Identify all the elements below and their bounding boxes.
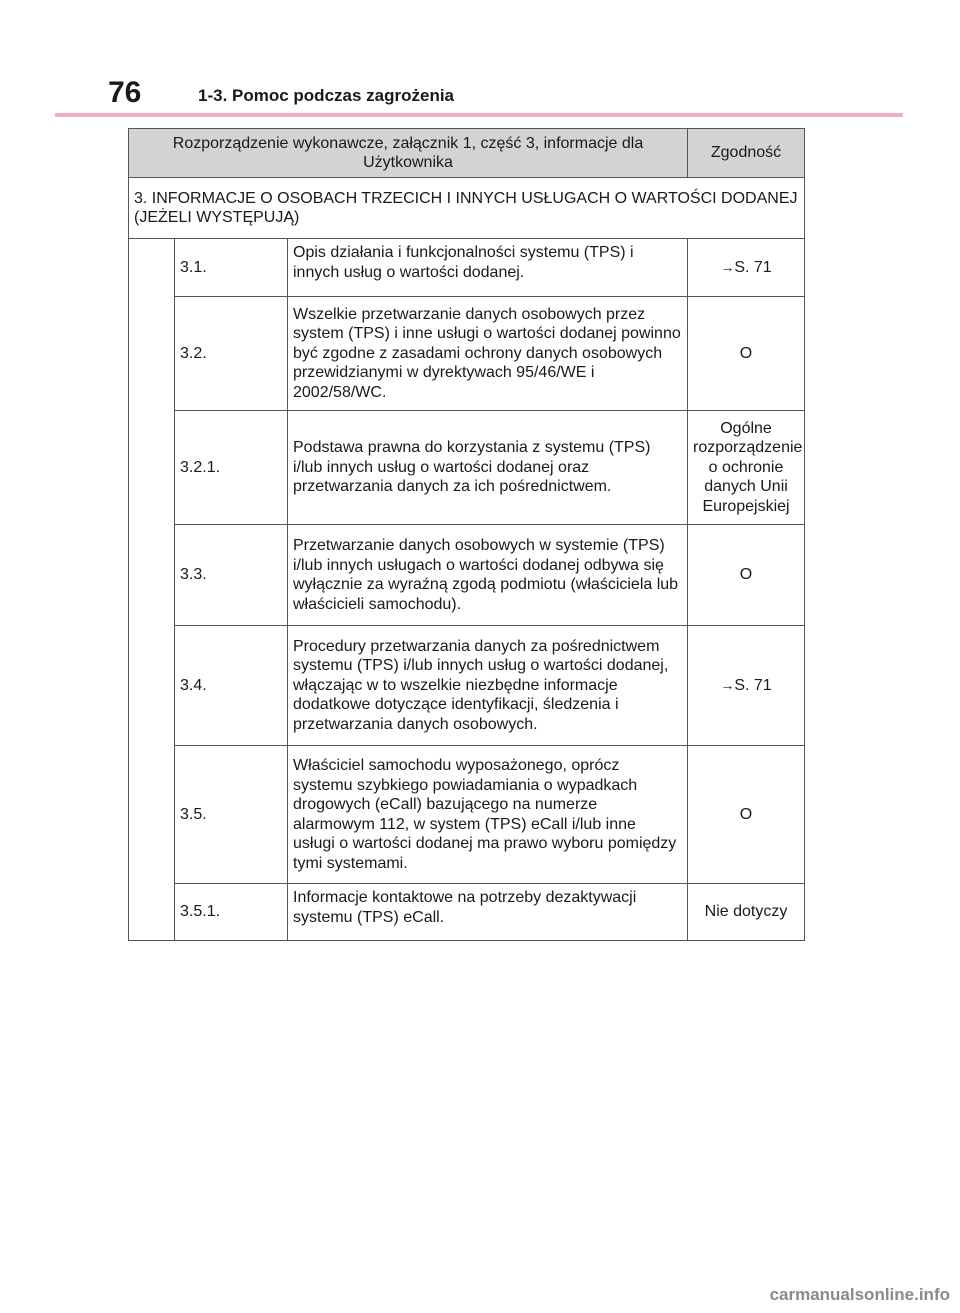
- row-description: Przetwarzanie danych osobowych w systemie (TPS) i/lub innych usługach o wartości dodanej odbywa się wyłącznie za wyraźną zgodą podmiotu (właściciela lub właścicieli samochodu).: [288, 525, 688, 626]
- regulation-table: [128, 128, 805, 941]
- row-compliance: O: [688, 525, 805, 626]
- section-row: [129, 178, 805, 239]
- table-row: [129, 525, 805, 626]
- row-number: 3.2.1.: [175, 411, 288, 525]
- page-reference: S. 71: [734, 258, 772, 276]
- footer-watermark: carmanualsonline.info: [769, 1285, 950, 1304]
- row-number: 3.5.1.: [175, 884, 288, 941]
- row-description: Opis działania i funkcjonalności systemu (TPS) i innych usług o wartości dodanej.: [288, 239, 688, 297]
- header-regulation: Rozporządzenie wykonawcze, załącznik 1, część 3, informacje dla Użytkownika: [129, 129, 688, 178]
- page-number: 76: [108, 76, 142, 109]
- row-description: Procedury przetwarzania danych za pośrednictwem systemu (TPS) i/lub innych usług o wartości dodanej, włączając w to wszelkie niezbędne informacje dodatkowe dotyczące identyfikacji, śledzenia i przetwarzania danych osobowych.: [288, 626, 688, 746]
- row-compliance: Nie dotyczy: [688, 884, 805, 941]
- table-row: [129, 411, 805, 525]
- row-number: 3.2.: [175, 297, 288, 411]
- arrow-right-icon: →: [720, 258, 735, 275]
- row-compliance: O: [688, 746, 805, 884]
- table-row: [129, 746, 805, 884]
- row-number: 3.3.: [175, 525, 288, 626]
- row-description: Właściciel samochodu wyposażonego, oprócz systemu szybkiego powiadamiania o wypadkach drogowych (eCall) bazującego na numerze alarmowym 112, w system (TPS) eCall i/lub inne usługi o wartości dodanej ma prawo wyboru pomiędzy tymi systemami.: [288, 746, 688, 884]
- table-header-row: [129, 129, 805, 178]
- row-compliance: Ogólne rozporządzenie o ochronie danych Unii Europejskiej: [688, 411, 805, 525]
- table-row: [129, 297, 805, 411]
- row-description: Podstawa prawna do korzystania z systemu (TPS) i/lub innych usług o wartości dodanej oraz przetwarzania danych za ich pośrednictwem.: [288, 411, 688, 525]
- table-row: [129, 239, 805, 297]
- row-number: 3.1.: [175, 239, 288, 297]
- row-number: 3.5.: [175, 746, 288, 884]
- page-reference: S. 71: [734, 676, 772, 694]
- section-title: 1-3. Pomoc podczas zagrożenia: [198, 86, 455, 105]
- section-heading: 3. INFORMACJE O OSOBACH TRZECICH I INNYCH USŁUGACH O WARTOŚCI DODANEJ (JEŻELI WYSTĘPUJĄ): [129, 178, 805, 239]
- arrow-right-icon: →: [720, 676, 735, 693]
- row-description: Wszelkie przetwarzanie danych osobowych przez system (TPS) i inne usługi o wartości dodanej powinno być zgodne z zasadami ochrony danych osobowych przewidzianymi w dyrektywach 95/46/WE i 2002/58/WC.: [288, 297, 688, 411]
- header-compliance: Zgodność: [688, 129, 805, 178]
- row-compliance: [688, 239, 805, 297]
- table-row: [129, 626, 805, 746]
- indent-cell: [129, 239, 175, 941]
- row-description: Informacje kontaktowe na potrzeby dezaktywacji systemu (TPS) eCall.: [288, 884, 688, 941]
- row-number: 3.4.: [175, 626, 288, 746]
- table-row: [129, 884, 805, 941]
- header-rule: [55, 113, 903, 117]
- row-compliance: [688, 626, 805, 746]
- row-compliance: O: [688, 297, 805, 411]
